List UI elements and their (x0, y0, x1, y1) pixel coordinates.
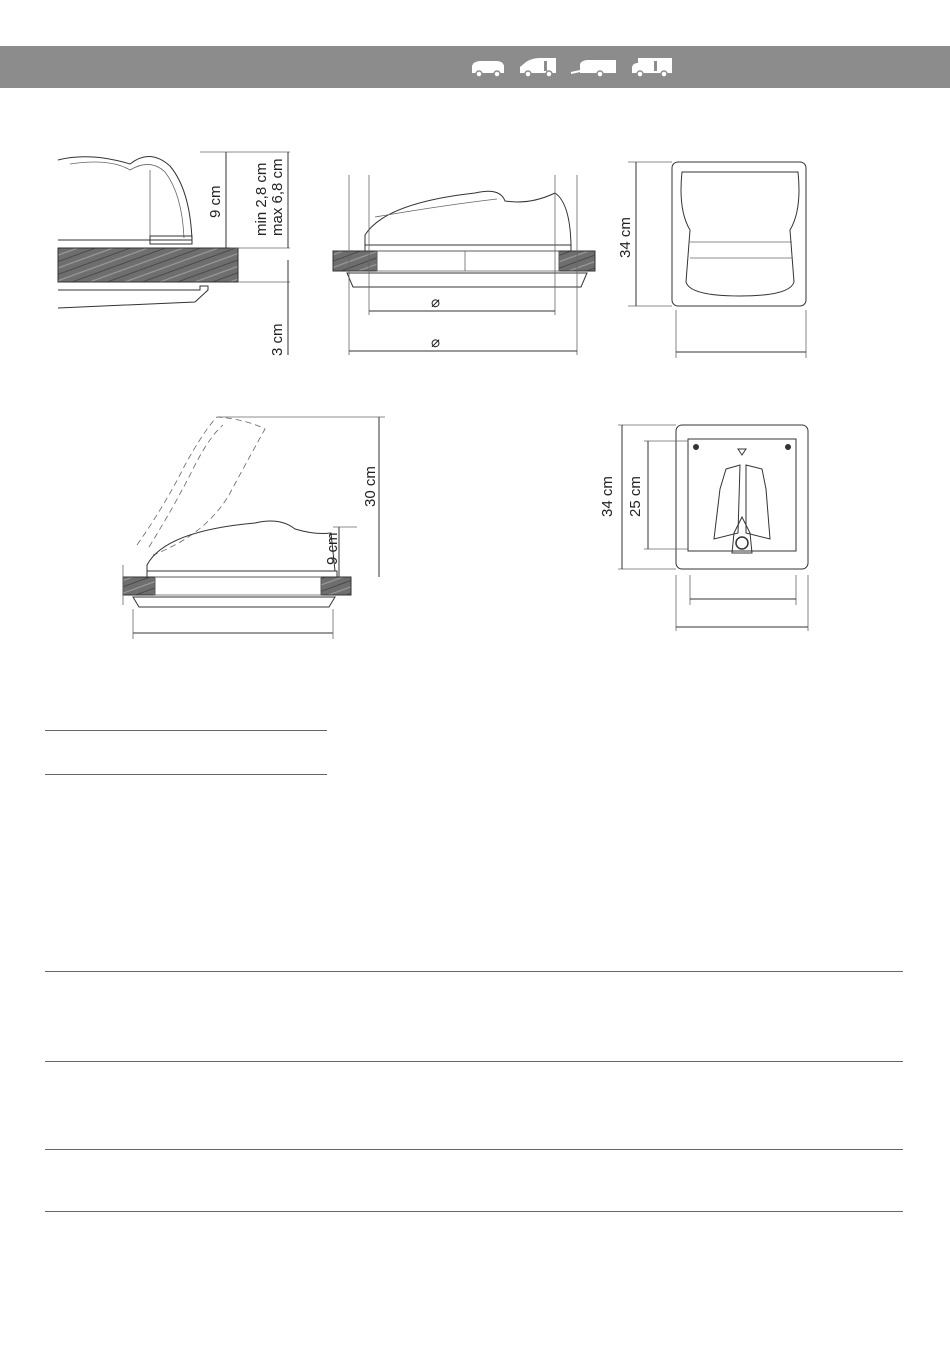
lock-icon (736, 537, 748, 549)
roof-min-label: min 2,8 cm (253, 162, 270, 236)
roof-section (58, 248, 238, 282)
caravan-icon (570, 54, 618, 80)
height-label: 9 cm (207, 185, 224, 218)
campervan-icon (518, 54, 558, 80)
divider-long-2 (45, 1061, 903, 1062)
diameter-inner-symbol: ⌀ (431, 294, 441, 311)
divider-short-2 (45, 774, 327, 775)
height-label: 9 cm (324, 532, 341, 565)
divider-long-1 (45, 971, 903, 972)
top-view-drawing (610, 150, 830, 365)
diameter-outer-symbol: ⌀ (431, 334, 441, 351)
inner-label: 25 cm (627, 476, 644, 517)
hatch-body (58, 156, 192, 240)
front-section-drawing (325, 165, 610, 365)
header-bar (0, 46, 950, 88)
roof-section-left (333, 251, 377, 271)
open-height-label: 30 cm (362, 466, 379, 507)
outer-label: 34 cm (599, 476, 616, 517)
divider-short-1 (45, 730, 327, 731)
open-section-drawing (105, 405, 395, 645)
inner-label: 3 cm (269, 323, 286, 356)
divider-long-4 (45, 1211, 903, 1212)
roof-max-label: max 6,8 cm (269, 158, 286, 236)
divider-long-3 (45, 1149, 903, 1150)
vehicle-icons (470, 54, 674, 80)
van-icon (470, 54, 506, 80)
side-section-drawing (50, 140, 310, 370)
motorhome-icon (630, 54, 674, 80)
inner-view-drawing (590, 415, 820, 635)
depth-label: 34 cm (617, 217, 634, 258)
